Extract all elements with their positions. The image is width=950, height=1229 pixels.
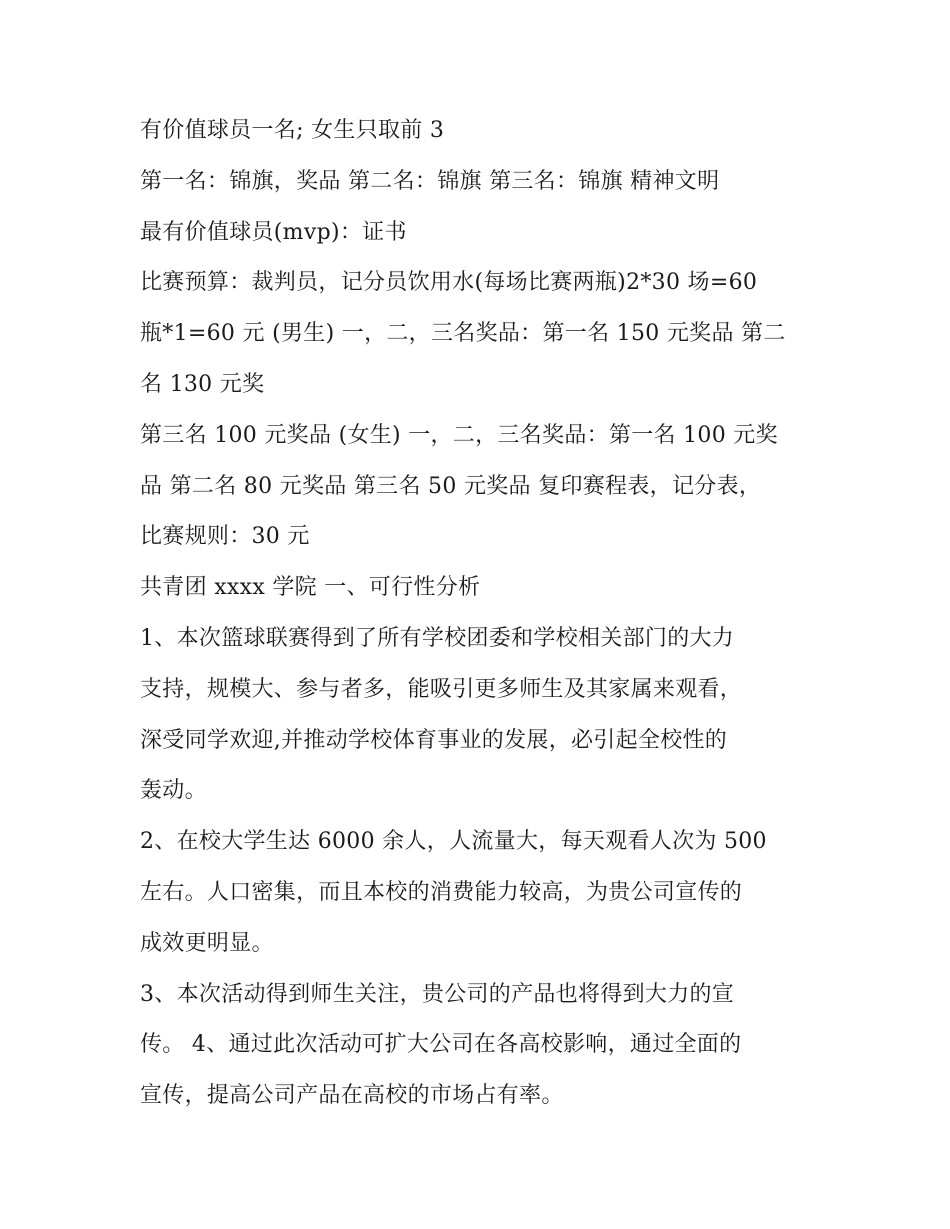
text-line: 有价值球员一名; 女生只取前 3 — [140, 118, 445, 143]
text-line: 比赛预算：裁判员，记分员饮用水(每场比赛两瓶)2*30 场=60 — [140, 270, 758, 296]
text-line: 1、本次篮球联赛得到了所有学校团委和学校相关部门的大力 — [140, 625, 735, 651]
text-line: 左右。人口密集，而且本校的消费能力较高，为贵公司宣传的 — [140, 879, 743, 905]
text-line: 瓶*1=60 元 (男生) 一，二，三名奖品：第一名 150 元奖品 第二 — [140, 321, 786, 347]
text-line: 最有价值球员(mvp)：证书 — [140, 219, 407, 245]
text-line: 第一名：锦旗，奖品 第二名：锦旗 第三名：锦旗 精神文明 — [140, 168, 720, 194]
text-line: 宣传，提高公司产品在高校的市场占有率。 — [140, 1083, 564, 1109]
text-line: 品 第二名 80 元奖品 第三名 50 元奖品 复印赛程表，记分表， — [140, 473, 762, 499]
text-line: 比赛规则：30 元 — [140, 524, 310, 550]
text-line: 支持，规模大、参与者多，能吸引更多师生及其家属来观看， — [140, 676, 743, 702]
text-line: 传。 4、通过此次活动可扩大公司在各高校影响，通过全面的 — [140, 1032, 742, 1058]
text-line: 轰动。 — [140, 778, 207, 804]
text-line: 深受同学欢迎,并推动学校体育事业的发展，必引起全校性的 — [140, 727, 728, 753]
text-line: 名 130 元奖 — [140, 371, 265, 397]
document-body — [140, 106, 820, 1122]
text-line: 第三名 100 元奖品 (女生) 一，二，三名奖品：第一名 100 元奖 — [140, 422, 778, 448]
text-line: 共青团 xxxx 学院 一、可行性分析 — [140, 575, 481, 601]
text-line: 3、本次活动得到师生关注，贵公司的产品也将得到大力的宣 — [140, 981, 735, 1007]
text-line: 成效更明显。 — [140, 930, 274, 956]
text-line: 2、在校大学生达 6000 余人，人流量大，每天观看人次为 500 — [140, 829, 767, 855]
